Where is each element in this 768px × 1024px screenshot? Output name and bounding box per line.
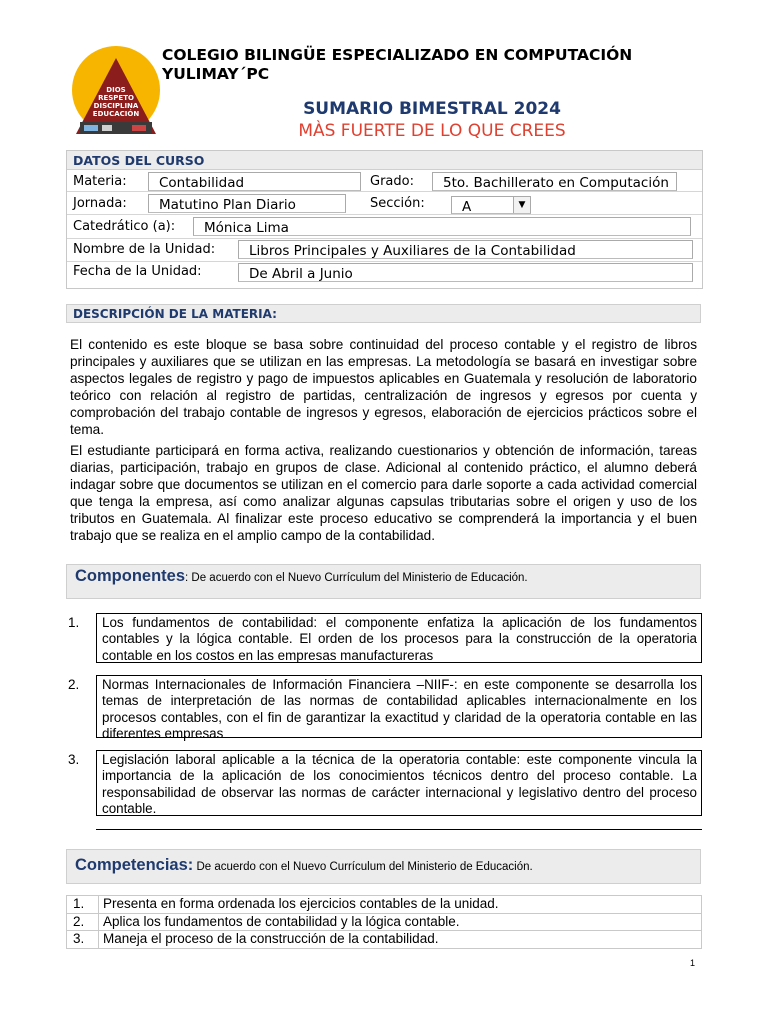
description-paragraph-1: El contenido es este bloque se basa sobre continuidad del proceso contable y el registro de libros principales y auxiliares que se utilizan en las empresas. La metodología se basará en investigar sobre aspectos legales de registro y pago de impuestos aplicables en Guatemala y resolución de laboratorio teórico con relación al registro de partidas, centralización de ingresos y egresos por cuenta y comprobación del trabajo contable de ingresos y egresos, elaboración de ejercicios prácticos sobre el tema. <box>70 337 697 437</box>
document-subtitle: MÀS FUERTE DE LO QUE CREES <box>298 121 566 141</box>
course-data-section <box>66 150 703 289</box>
component-number-1: 1. <box>68 615 80 630</box>
school-name-line1: COLEGIO BILINGÜE ESPECIALIZADO EN COMPUTACIÓN <box>162 46 633 64</box>
component-item-1: Los fundamentos de contabilidad: el componente enfatiza la aplicación de los fundamentos contables y la lógica contable. El orden de los procesos para la construcción de la operatoria contable en los costos en las empresas manufactureras <box>96 613 702 663</box>
school-name-line2: YULIMAY´PC <box>162 65 270 83</box>
seccion-select[interactable] <box>451 196 531 214</box>
jornada-label: Jornada: <box>73 196 127 211</box>
competencies-header <box>66 849 701 884</box>
school-name <box>162 46 722 84</box>
logo-word-3: DISCIPLINA <box>93 102 139 110</box>
component-item-3: Legislación laboral aplicable a la técnica de la operatoria contable: este componente vincula la importancia de la aplicación de los conocimientos técnicos dentro del proceso contable. La responsabilidad de observar las normas de carácter internacional y legislativo dentro del proceso contable. <box>96 750 702 816</box>
logo-word-2: RESPETO <box>98 94 134 102</box>
unidad-field[interactable]: Libros Principales y Auxiliares de la Contabilidad <box>238 240 693 259</box>
component-number-2: 2. <box>68 677 80 692</box>
catedratico-field[interactable]: Mónica Lima <box>193 217 691 236</box>
page-number: 1 <box>690 958 696 968</box>
description-paragraph-2: El estudiante participará en forma activa, realizando cuestionarios y obtención de información, tareas diarias, participación, trabajo en grupos de clase. Adicional al contenido práctico, el alumno deberá indagar sobre que documentos se utilizan en el comercio para darle soporte a cada actividad comercial que tenga la empresa, así como analizar algunas capsulas tributarias sobre el origen y uso de los tributos en Guatemala. Al finalizar este proceso educativo se comprenderá la importancia y el buen trabajo que se realiza en el amplio campo de la contabilidad. <box>70 443 697 543</box>
description-heading: DESCRIPCIÓN DE LA MATERIA: <box>73 307 277 321</box>
table-row <box>67 896 702 914</box>
table-row <box>67 931 702 949</box>
unidad-label: Nombre de la Unidad: <box>73 242 216 257</box>
table-row <box>67 913 702 931</box>
competency-text: Maneja el proceso de la construcción de la contabilidad. <box>99 931 702 949</box>
components-heading: Componentes: De acuerdo con el Nuevo Currículum del Ministerio de Educación. <box>75 567 528 585</box>
logo-word-1: DIOS <box>106 86 126 94</box>
component-item-2: Normas Internacionales de Información Financiera –NIIF-: en este componente se desarrolla los temas de interpretación de las normas de contabilidad aplicables internacionalmente en los procesos contables, con el fin de garantizar la exactitud y claridad de la operatoria contable en las diferentes empresas <box>96 675 702 738</box>
competency-number: 2. <box>67 913 99 931</box>
description-header <box>66 304 701 323</box>
dropdown-arrow-icon[interactable]: ▼ <box>513 197 530 213</box>
competency-number: 1. <box>67 896 99 914</box>
document-title: SUMARIO BIMESTRAL 2024 <box>303 99 561 119</box>
course-data-heading: DATOS DEL CURSO <box>73 153 205 168</box>
competency-text: Aplica los fundamentos de contabilidad y la lógica contable. <box>99 913 702 931</box>
fecha-label: Fecha de la Unidad: <box>73 264 202 279</box>
components-header <box>66 564 701 599</box>
component-number-3: 3. <box>68 752 80 767</box>
fecha-field[interactable]: De Abril a Junio <box>238 263 693 282</box>
course-data-header <box>67 151 702 170</box>
materia-label: Materia: <box>73 174 127 189</box>
competency-number: 3. <box>67 931 99 949</box>
divider <box>96 829 702 830</box>
jornada-field[interactable]: Matutino Plan Diario <box>148 194 346 213</box>
seccion-value: A <box>462 199 472 214</box>
seccion-label: Sección: <box>370 196 425 211</box>
competencies-heading: Competencias: De acuerdo con el Nuevo Currículum del Ministerio de Educación. <box>75 856 533 874</box>
grado-label: Grado: <box>370 174 414 189</box>
competency-text: Presenta en forma ordenada los ejercicios contables de la unidad. <box>99 896 702 914</box>
materia-field[interactable]: Contabilidad <box>148 172 361 191</box>
components-note: : De acuerdo con el Nuevo Currículum del Ministerio de Educación. <box>185 572 528 584</box>
catedratico-label: Catedrático (a): <box>73 219 176 234</box>
grado-field[interactable]: 5to. Bachillerato en Computación <box>432 172 677 191</box>
logo-word-4: EDUCACIÓN <box>92 110 140 118</box>
competencies-note: De acuerdo con el Nuevo Currículum del Ministerio de Educación. <box>193 861 533 873</box>
competencies-table <box>66 895 702 949</box>
